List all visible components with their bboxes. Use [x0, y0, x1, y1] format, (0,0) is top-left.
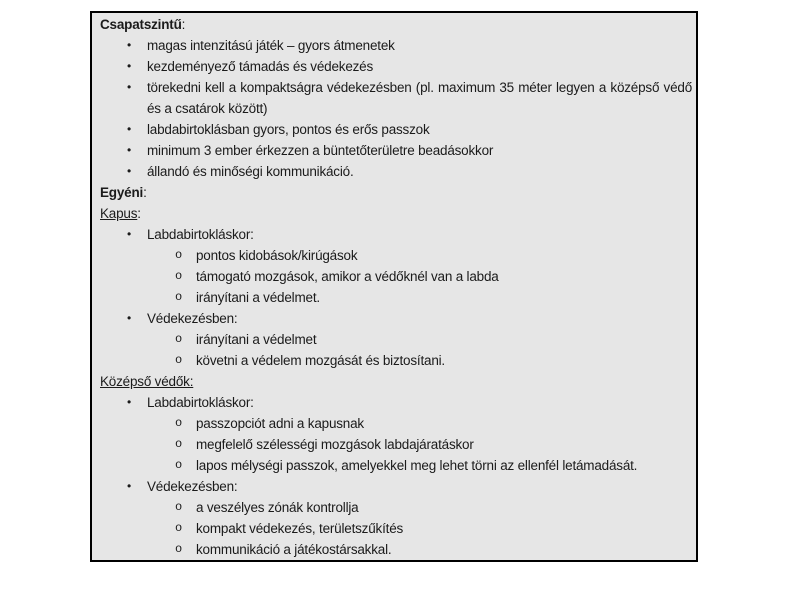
bullet-text: pontos kidobások/kirúgások	[196, 248, 358, 263]
bullet-disc-marker: •	[127, 164, 132, 178]
bullet-text: állandó és minőségi kommunikáció.	[147, 164, 354, 179]
bullet-text: irányítani a védelmet.	[196, 290, 320, 305]
sub-bullet-item	[100, 266, 692, 287]
bullet-circle-marker: o	[175, 542, 183, 556]
bullet-item	[100, 140, 692, 161]
bullet-text: Labdabirtokláskor:	[147, 395, 254, 410]
bullet-text: támogató mozgások, amikor a védőknél van a labda	[196, 269, 499, 284]
bullet-circle-marker: o	[175, 416, 183, 430]
document-box	[90, 11, 698, 562]
sub-bullet-item	[100, 434, 692, 455]
bullet-circle-marker: o	[175, 248, 183, 262]
bullet-circle-marker: o	[175, 437, 183, 451]
heading-text: Csapatszintű	[100, 17, 182, 32]
bullet-text: Védekezésben:	[147, 311, 238, 326]
heading-csapatszintu	[100, 14, 692, 35]
bullet-item	[100, 476, 692, 497]
heading-text: Egyéni	[100, 185, 144, 200]
sub-bullet-item	[100, 350, 692, 371]
bullet-circle-marker: o	[175, 458, 183, 472]
bullet-text: a veszélyes zónák kontrollja	[196, 500, 359, 515]
bullet-disc-marker: •	[127, 227, 132, 241]
heading-kapus	[100, 203, 692, 224]
bullet-text: minimum 3 ember érkezzen a büntetőterületre beadásokkor	[147, 143, 494, 158]
bullet-text: megfelelő szélességi mozgások labdajáratáskor	[196, 437, 474, 452]
sub-bullet-item	[100, 539, 692, 560]
bullet-text: irányítani a védelmet	[196, 332, 317, 347]
bullet-text: kezdeményező támadás és védekezés	[147, 59, 374, 74]
bullet-text: passzopciót adni a kapusnak	[196, 416, 364, 431]
bullet-circle-marker: o	[175, 521, 183, 535]
heading-colon: :	[137, 206, 141, 221]
bullet-text: lapos mélységi passzok, amelyekkel meg lehet törni az ellenfél letámadását.	[196, 458, 638, 473]
heading-colon: :	[181, 17, 186, 32]
sub-bullet-item	[100, 245, 692, 266]
bullet-text: kommunikáció a játékostársakkal.	[196, 542, 392, 557]
bullet-text: Labdabirtokláskor:	[147, 227, 254, 242]
bullet-circle-marker: o	[175, 332, 183, 346]
bullet-text: követni a védelem mozgását és biztosítani.	[196, 353, 445, 368]
bullet-circle-marker: o	[175, 269, 183, 283]
bullet-text: Védekezésben:	[147, 479, 238, 494]
heading-text: Középső védők:	[100, 374, 194, 389]
bullet-circle-marker: o	[175, 353, 183, 367]
bullet-text: labdabirtoklásban gyors, pontos és erős passzok	[147, 122, 430, 137]
bullet-disc-marker: •	[127, 311, 132, 325]
sub-bullet-item	[100, 413, 692, 434]
bullet-item	[100, 224, 692, 245]
bullet-disc-marker: •	[127, 38, 132, 52]
bullet-item	[100, 35, 692, 56]
bullet-text: magas intenzitású játék – gyors átmenetek	[147, 38, 395, 53]
bullet-disc-marker: •	[127, 395, 132, 409]
heading-colon: :	[143, 185, 147, 200]
heading-egyeni	[100, 182, 692, 203]
bullet-item	[100, 119, 692, 140]
bullet-disc-marker: •	[127, 80, 132, 94]
bullet-item	[100, 161, 692, 182]
sub-bullet-item	[100, 455, 692, 476]
sub-bullet-item	[100, 518, 692, 539]
bullet-disc-marker: •	[127, 59, 132, 73]
sub-bullet-item	[100, 497, 692, 518]
bullet-item	[100, 308, 692, 329]
sub-bullet-item	[100, 287, 692, 308]
bullet-text: kompakt védekezés, területszűkítés	[196, 521, 404, 536]
sub-bullet-item	[100, 329, 692, 350]
bullet-item	[100, 392, 692, 413]
heading-text: Kapus	[100, 206, 138, 221]
bullet-disc-marker: •	[127, 143, 132, 157]
bullet-disc-marker: •	[127, 122, 132, 136]
heading-kozepso-vedok	[100, 371, 692, 392]
bullet-item	[100, 56, 692, 77]
bullet-item	[100, 77, 692, 119]
bullet-disc-marker: •	[127, 479, 132, 493]
bullet-circle-marker: o	[175, 500, 183, 514]
bullet-text: törekedni kell a kompaktságra védekezésben (pl. maximum 35 méter legyen a középső védő és a csatárok között)	[147, 80, 692, 116]
bullet-circle-marker: o	[175, 290, 183, 304]
